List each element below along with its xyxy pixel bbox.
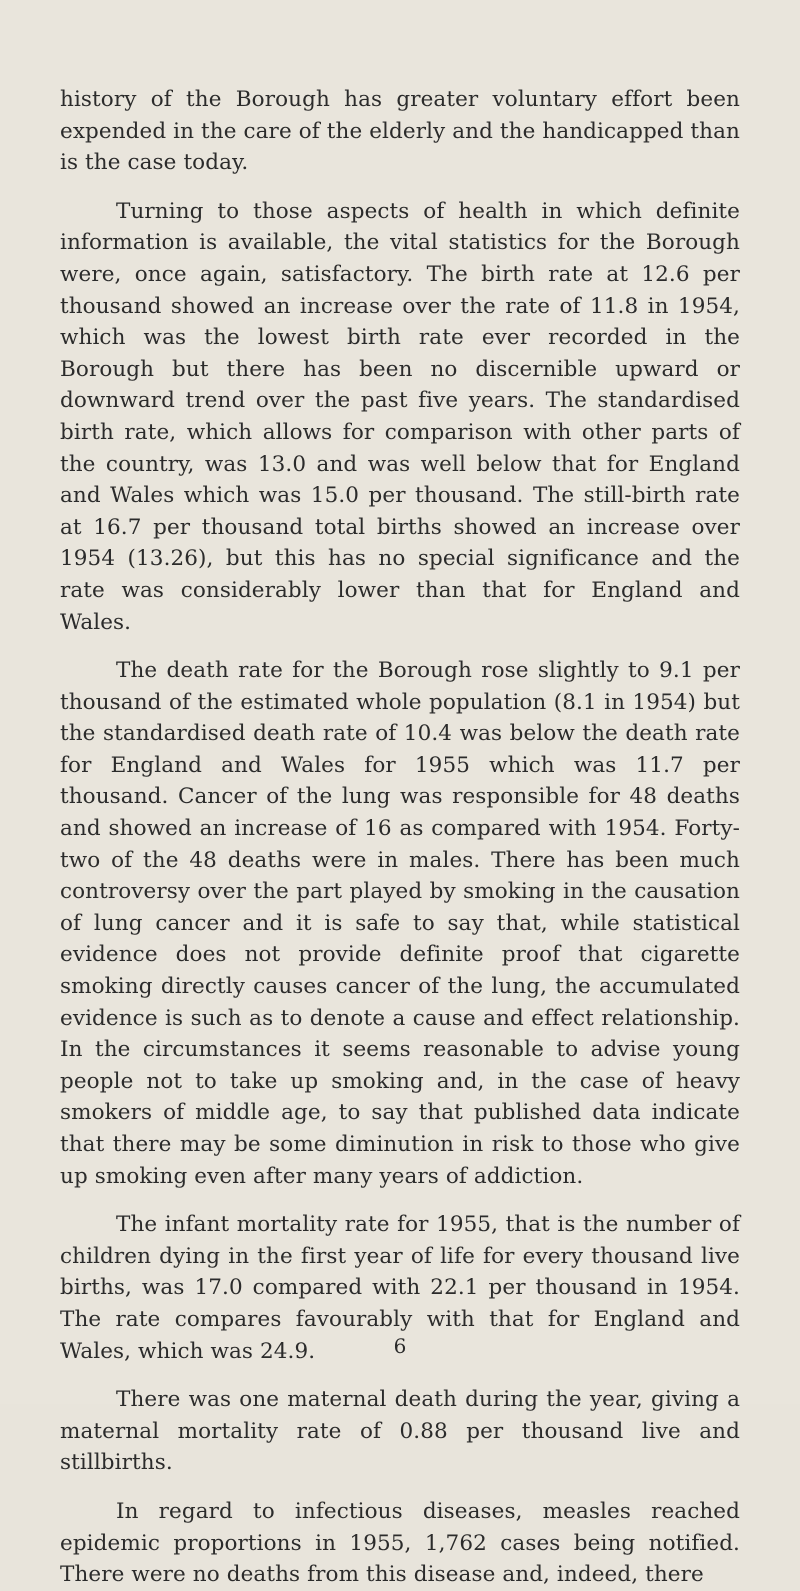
- paragraph-death-rate: The death rate for the Borough rose slightly to 9.1 per thousand of the estimated whole population (8.1 in 1954) but the standardised death rate of 10.4 was below the death rate for England and Wales for 1955 which was 11.7 per thousand. Cancer of the lung was responsible for 48 deaths and showed an increase of 16 as compared with 1954. Forty-two of the 48 deaths were in males. There has been much controversy over the part played by smoking in the causation of lung cancer and it is safe to say that, while statistical evidence does not provide definite proof that cigarette smoking directly causes cancer of the lung, the accumulated evidence is such as to denote a cause and effect relationship. In the circumstances it seems reasonable to advise young people not to take up smoking and, in the case of heavy smokers of middle age, to say that published data indicate that there may be some diminution in risk to those who give up smoking even after many years of addiction.: [60, 658, 740, 1189]
- body-text: [60, 84, 740, 1591]
- page-number: 6: [393, 1334, 407, 1358]
- paragraph-infectious-diseases: In regard to infectious diseases, measles reached epidemic proportions in 1955, 1,762 cases being notified. There were no deaths from this disease and, indeed, there: [60, 1498, 740, 1588]
- paragraph-vital-statistics: Turning to those aspects of health in which definite information is available, the vital statistics for the Borough were, once again, satisfactory. The birth rate at 12.6 per thousand showed an increase over the rate of 11.8 in 1954, which was the lowest birth rate ever recorded in the Borough but there has been no discernible upward or downward trend over the past five years. The standardised birth rate, which allows for comparison with other parts of the country, was 13.0 and was well below that for England and Wales which was 15.0 per thousand. The still-birth rate at 16.7 per thousand total births showed an increase over 1954 (13.26), but this has no special significance and the rate was considerably lower than that for England and Wales.: [60, 198, 740, 635]
- paragraph-maternal-death: There was one maternal death during the year, giving a maternal mortality rate of 0.88 per thousand live and stillbirths.: [60, 1387, 740, 1476]
- paragraph-continuation: history of the Borough has greater voluntary effort been expended in the care of the elderly and the handicapped than is the case today.: [60, 87, 740, 176]
- paragraph-infant-mortality: The infant mortality rate for 1955, that is the number of children dying in the first year of life for every thousand live births, was 17.0 compared with 22.1 per thousand in 1954. The rate compares favourably with that for England and Wales, which was 24.9.: [60, 1212, 740, 1364]
